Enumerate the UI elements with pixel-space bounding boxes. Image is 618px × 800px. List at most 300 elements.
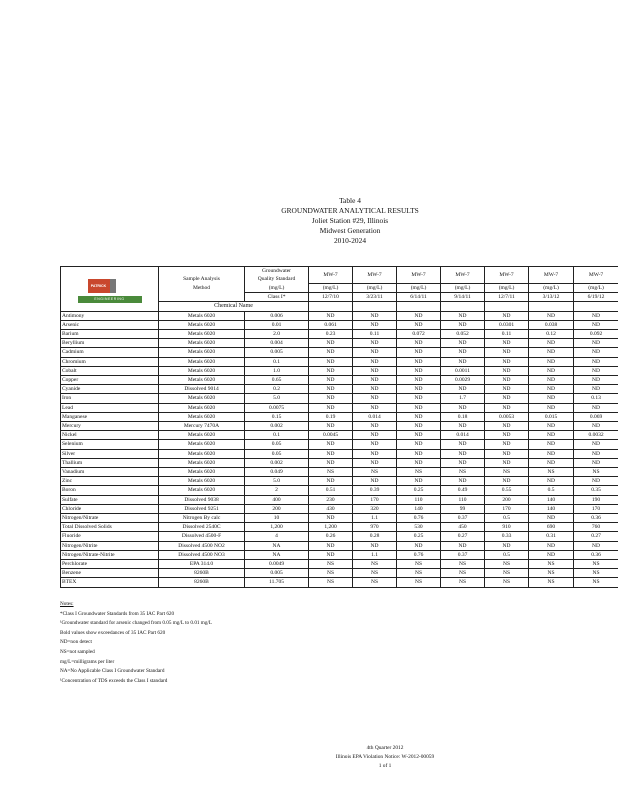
- result-value: ND: [485, 477, 529, 486]
- result-value: ND: [397, 412, 441, 421]
- standard-unit: (mg/L): [245, 283, 309, 292]
- table-row: [61, 495, 618, 504]
- result-value: ND: [574, 357, 618, 366]
- analysis-method: Metals 6020: [159, 458, 245, 467]
- result-value: ND: [485, 449, 529, 458]
- standard-value: 2.0: [245, 329, 309, 338]
- standard-header-2: Quality Standard: [245, 275, 309, 283]
- chemical-name: Copper: [61, 375, 159, 384]
- result-value: ND: [309, 550, 353, 559]
- result-value: ND: [309, 421, 353, 430]
- result-value: ND: [353, 431, 397, 440]
- standard-value: 4: [245, 532, 309, 541]
- chemical-name: BTEX: [61, 578, 159, 587]
- chemical-name: Beryllium: [61, 339, 159, 348]
- result-value: 0.36: [574, 513, 618, 522]
- chemical-name: Silver: [61, 449, 159, 458]
- table-row: [61, 532, 618, 541]
- result-value: ND: [309, 458, 353, 467]
- result-value: 0.5: [529, 486, 574, 495]
- table-row: [61, 357, 618, 366]
- result-value: ND: [529, 477, 574, 486]
- result-value: 0.37: [441, 513, 485, 522]
- result-value: 0.038: [529, 320, 574, 329]
- analysis-method: Metals 6020: [159, 311, 245, 320]
- chemical-name: Perchlorate: [61, 560, 159, 569]
- chemical-name: Manganese: [61, 412, 159, 421]
- note-line: NA=No Applicable Class I Groundwater Standard: [60, 668, 165, 675]
- result-value: NS: [309, 467, 353, 476]
- result-value: ND: [441, 449, 485, 458]
- well-date: 12/7/11: [485, 293, 529, 302]
- result-value: 140: [529, 504, 574, 513]
- result-value: 140: [397, 504, 441, 513]
- result-value: ND: [397, 394, 441, 403]
- result-value: ND: [529, 458, 574, 467]
- table-row: [61, 578, 618, 587]
- well-date: 6/19/12: [574, 293, 618, 302]
- result-value: 0.28: [353, 532, 397, 541]
- result-value: ND: [309, 348, 353, 357]
- result-value: ND: [441, 311, 485, 320]
- table-row: [61, 421, 618, 430]
- result-value: ND: [397, 385, 441, 394]
- analysis-method: Dissolved 4500-F: [159, 532, 245, 541]
- table-row: [61, 486, 618, 495]
- analysis-method: EPA 314.0: [159, 560, 245, 569]
- table-title-block: [250, 196, 450, 246]
- result-value: 0.26: [309, 532, 353, 541]
- result-value: 230: [309, 495, 353, 504]
- result-value: ND: [529, 513, 574, 522]
- result-value: NS: [441, 560, 485, 569]
- result-value: ND: [309, 366, 353, 375]
- result-value: 0.18: [441, 412, 485, 421]
- analysis-method: Metals 6020: [159, 366, 245, 375]
- result-value: ND: [529, 357, 574, 366]
- analysis-method: Metals 6020: [159, 320, 245, 329]
- standard-value: 0.2: [245, 385, 309, 394]
- result-value: ND: [441, 348, 485, 357]
- standard-value: 0.004: [245, 339, 309, 348]
- result-value: ND: [309, 394, 353, 403]
- result-value: NS: [529, 578, 574, 587]
- result-value: 0.23: [309, 329, 353, 338]
- table-row: [61, 375, 618, 384]
- result-value: ND: [485, 458, 529, 467]
- result-value: ND: [529, 421, 574, 430]
- result-value: ND: [485, 440, 529, 449]
- result-value: ND: [574, 440, 618, 449]
- table-row: [61, 329, 618, 338]
- analysis-method: Metals 6020: [159, 440, 245, 449]
- result-value: 190: [574, 495, 618, 504]
- result-value: ND: [574, 449, 618, 458]
- analysis-method: Metals 6020: [159, 339, 245, 348]
- analysis-method: 8260B: [159, 569, 245, 578]
- well-name: MW-7: [485, 267, 529, 284]
- result-value: 0.35: [574, 486, 618, 495]
- standard-value: 11.705: [245, 578, 309, 587]
- analysis-method: Mercury 7470A: [159, 421, 245, 430]
- analysis-method: Metals 6020: [159, 357, 245, 366]
- result-value: ND: [309, 440, 353, 449]
- date-range: 2010-2024: [333, 236, 367, 245]
- result-value: 0.014: [353, 412, 397, 421]
- result-value: ND: [574, 320, 618, 329]
- result-value: ND: [529, 541, 574, 550]
- chemical-name: Zinc: [61, 477, 159, 486]
- result-value: 170: [485, 504, 529, 513]
- result-value: 0.015: [529, 412, 574, 421]
- chemical-name: Nitrogen/Nitrate: [61, 513, 159, 522]
- result-value: NS: [441, 569, 485, 578]
- result-value: 0.25: [397, 532, 441, 541]
- well-unit: (mg/L): [397, 283, 441, 292]
- result-value: NS: [485, 560, 529, 569]
- result-value: ND: [441, 541, 485, 550]
- result-value: 170: [574, 504, 618, 513]
- table-row: [61, 440, 618, 449]
- result-value: 0.76: [397, 550, 441, 559]
- result-value: ND: [397, 458, 441, 467]
- result-value: 0.13: [574, 394, 618, 403]
- result-value: ND: [397, 375, 441, 384]
- result-value: NS: [353, 467, 397, 476]
- result-value: ND: [353, 320, 397, 329]
- analysis-method: Dissolved 9038: [159, 495, 245, 504]
- result-value: ND: [574, 421, 618, 430]
- analysis-method: Dissolved 2540C: [159, 523, 245, 532]
- result-value: 1.1: [353, 513, 397, 522]
- analysis-method: Dissolved 9014: [159, 385, 245, 394]
- result-value: 0.12: [529, 329, 574, 338]
- company-name: Midwest Generation: [319, 226, 381, 235]
- result-value: 0.072: [397, 329, 441, 338]
- result-value: ND: [397, 357, 441, 366]
- analysis-method: Metals 6020: [159, 329, 245, 338]
- result-value: ND: [353, 366, 397, 375]
- result-value: ND: [353, 421, 397, 430]
- footer-violation-notice: Illinois EPA Violation Notice: W-2012-00059: [335, 754, 435, 760]
- result-value: 320: [353, 504, 397, 513]
- result-value: ND: [529, 550, 574, 559]
- result-value: ND: [397, 348, 441, 357]
- result-value: ND: [485, 385, 529, 394]
- well-date: 9/14/11: [441, 293, 485, 302]
- result-value: ND: [485, 366, 529, 375]
- result-value: ND: [441, 440, 485, 449]
- result-value: 0.061: [309, 320, 353, 329]
- result-value: ND: [353, 357, 397, 366]
- table-row: [61, 431, 618, 440]
- result-value: 0.27: [574, 532, 618, 541]
- result-value: NS: [397, 569, 441, 578]
- chemical-name: Cyanide: [61, 385, 159, 394]
- standard-value: 0.1: [245, 431, 309, 440]
- note-line: mg/L=milligrams per liter: [60, 658, 115, 665]
- well-name: MW-7: [397, 267, 441, 284]
- well-date: 12/7/10: [309, 293, 353, 302]
- result-value: 0.0045: [309, 431, 353, 440]
- result-value: 530: [397, 523, 441, 532]
- chemical-name: Cobalt: [61, 366, 159, 375]
- table-row: [61, 569, 618, 578]
- method-header-1: Sample Analysis: [159, 275, 245, 283]
- result-value: NS: [574, 560, 618, 569]
- analysis-method: Metals 6020: [159, 403, 245, 412]
- method-header-2: Method: [159, 283, 245, 292]
- table-row: [61, 385, 618, 394]
- result-value: ND: [353, 348, 397, 357]
- header-row-1: [61, 267, 618, 276]
- table-row: [61, 412, 618, 421]
- well-date: 3/13/12: [529, 293, 574, 302]
- result-value: NS: [353, 560, 397, 569]
- result-value: ND: [485, 403, 529, 412]
- note-line: Bold values show exceedances of 35 IAC Part 620: [60, 629, 166, 636]
- result-value: ND: [529, 311, 574, 320]
- result-value: NS: [529, 560, 574, 569]
- result-value: 0.014: [441, 431, 485, 440]
- result-value: ND: [441, 320, 485, 329]
- well-unit: (mg/L): [485, 283, 529, 292]
- result-value: ND: [485, 394, 529, 403]
- table-row: [61, 366, 618, 375]
- footer-page-number: 1 of 1: [378, 763, 392, 769]
- result-value: 99: [441, 504, 485, 513]
- result-value: ND: [529, 366, 574, 375]
- result-value: 0.0301: [485, 320, 529, 329]
- result-value: ND: [397, 339, 441, 348]
- result-value: ND: [309, 513, 353, 522]
- result-value: ND: [529, 385, 574, 394]
- standard-value: 0.0075: [245, 403, 309, 412]
- result-value: ND: [353, 311, 397, 320]
- result-value: 1,200: [309, 523, 353, 532]
- result-value: ND: [441, 339, 485, 348]
- analysis-method: Metals 6020: [159, 486, 245, 495]
- logo-name: PATRICK: [88, 279, 110, 293]
- table-row: [61, 504, 618, 513]
- standard-value: 0.05: [245, 440, 309, 449]
- result-value: 0.25: [397, 486, 441, 495]
- result-value: 110: [441, 495, 485, 504]
- chemical-name: Nickel: [61, 431, 159, 440]
- analysis-method: Metals 6020: [159, 394, 245, 403]
- result-value: 910: [485, 523, 529, 532]
- table-row: [61, 541, 618, 550]
- result-value: ND: [485, 375, 529, 384]
- result-value: ND: [397, 366, 441, 375]
- result-value: ND: [485, 431, 529, 440]
- result-value: NS: [309, 578, 353, 587]
- result-value: ND: [353, 403, 397, 412]
- result-value: ND: [485, 348, 529, 357]
- chemical-name: Iron: [61, 394, 159, 403]
- result-value: ND: [397, 403, 441, 412]
- chemical-name: Barium: [61, 329, 159, 338]
- analysis-method: Dissolved 4500 NO3: [159, 550, 245, 559]
- result-value: 0.052: [441, 329, 485, 338]
- result-value: ND: [574, 385, 618, 394]
- result-value: ND: [529, 440, 574, 449]
- chemical-name: Fluoride: [61, 532, 159, 541]
- result-value: 0.37: [441, 550, 485, 559]
- result-value: ND: [529, 431, 574, 440]
- result-value: ND: [441, 477, 485, 486]
- well-date: 3/23/11: [353, 293, 397, 302]
- result-value: ND: [309, 477, 353, 486]
- table-row: [61, 513, 618, 522]
- result-value: ND: [309, 449, 353, 458]
- analysis-method: Metals 6020: [159, 449, 245, 458]
- result-value: ND: [309, 385, 353, 394]
- company-logo: [70, 277, 150, 307]
- note-line: ¹Groundwater standard for arsenic changed from 0.05 mg/L to 0.01 mg/L: [60, 620, 213, 627]
- standard-value: 0.006: [245, 311, 309, 320]
- result-value: ND: [397, 421, 441, 430]
- standard-value: 0.0049: [245, 560, 309, 569]
- chemical-name: Benzene: [61, 569, 159, 578]
- result-value: ND: [529, 348, 574, 357]
- result-value: ND: [441, 403, 485, 412]
- result-value: NS: [485, 569, 529, 578]
- well-name: MW-7: [529, 267, 574, 284]
- table-title: GROUNDWATER ANALYTICAL RESULTS: [281, 206, 419, 215]
- result-value: 200: [485, 495, 529, 504]
- standard-value: 0.65: [245, 375, 309, 384]
- note-line: *Class I Groundwater Standards from 35 IAC Part 620: [60, 610, 175, 617]
- result-value: ND: [353, 385, 397, 394]
- well-name: MW-7: [353, 267, 397, 284]
- result-value: 0.0032: [574, 431, 618, 440]
- analysis-method: Dissolved 9251: [159, 504, 245, 513]
- result-value: ND: [353, 394, 397, 403]
- well-name: MW-7: [441, 267, 485, 284]
- result-value: ND: [441, 458, 485, 467]
- result-value: 970: [353, 523, 397, 532]
- standard-value: NA: [245, 550, 309, 559]
- result-value: NS: [485, 578, 529, 587]
- result-value: NS: [309, 560, 353, 569]
- chemical-name: Total Dissolved Solids: [61, 523, 159, 532]
- chemical-name: Nitrogen/Nitrite: [61, 541, 159, 550]
- result-value: ND: [397, 431, 441, 440]
- groundwater-results-table: [60, 266, 618, 588]
- result-value: ND: [485, 357, 529, 366]
- standard-value: 10: [245, 513, 309, 522]
- result-value: ND: [309, 311, 353, 320]
- chemical-name: Boron: [61, 486, 159, 495]
- result-value: ND: [529, 339, 574, 348]
- note-line: ND=non detect: [60, 639, 92, 646]
- analysis-method: Dissolved 4500 NO2: [159, 541, 245, 550]
- table-row: [61, 320, 618, 329]
- analysis-method: Nitrogen By calc: [159, 513, 245, 522]
- chemical-name: Arsenic: [61, 320, 159, 329]
- page-footer: [330, 744, 440, 771]
- standard-class: Class I*: [245, 293, 309, 302]
- result-value: ND: [353, 449, 397, 458]
- chemical-name: Selenium: [61, 440, 159, 449]
- result-value: ND: [574, 458, 618, 467]
- well-date: 6/14/11: [397, 293, 441, 302]
- result-value: 0.5: [485, 550, 529, 559]
- result-value: NS: [485, 467, 529, 476]
- logo-cell: [61, 267, 159, 312]
- standard-value: 1,200: [245, 523, 309, 532]
- result-value: ND: [397, 320, 441, 329]
- well-unit: (mg/L): [309, 283, 353, 292]
- table-row: [61, 348, 618, 357]
- chemical-name-header: Chemical Name: [159, 302, 309, 311]
- result-value: ND: [397, 477, 441, 486]
- chemical-name: Vanadium: [61, 467, 159, 476]
- result-value: ND: [485, 541, 529, 550]
- footer-quarter: 4th Quarter 2012: [366, 745, 404, 751]
- standard-value: 1.0: [245, 366, 309, 375]
- notes-title: Notes:: [60, 601, 74, 607]
- result-value: ND: [574, 375, 618, 384]
- standard-value: 0.049: [245, 467, 309, 476]
- well-name: MW-7: [574, 267, 618, 284]
- standard-value: 5.0: [245, 477, 309, 486]
- standard-value: 0.005: [245, 569, 309, 578]
- result-value: 0.11: [485, 329, 529, 338]
- result-value: ND: [309, 541, 353, 550]
- result-value: NS: [397, 467, 441, 476]
- result-value: NS: [397, 578, 441, 587]
- result-value: ND: [397, 541, 441, 550]
- result-value: 450: [441, 523, 485, 532]
- standard-value: 0.1: [245, 357, 309, 366]
- result-value: NS: [441, 578, 485, 587]
- logo-sub: ENGINEERING: [78, 296, 142, 303]
- table-row: [61, 550, 618, 559]
- table-number: Table 4: [339, 196, 361, 205]
- result-value: ND: [574, 366, 618, 375]
- result-value: ND: [529, 403, 574, 412]
- chemical-name: Mercury: [61, 421, 159, 430]
- result-value: 0.31: [529, 532, 574, 541]
- result-value: 140: [529, 495, 574, 504]
- result-value: ND: [353, 541, 397, 550]
- analysis-method: Metals 6020: [159, 348, 245, 357]
- standard-value: 5.0: [245, 394, 309, 403]
- result-value: 0.0011: [441, 366, 485, 375]
- result-value: ND: [529, 375, 574, 384]
- result-value: ND: [574, 339, 618, 348]
- result-value: NS: [574, 578, 618, 587]
- result-value: ND: [441, 357, 485, 366]
- result-value: ND: [574, 348, 618, 357]
- standard-value: 2: [245, 486, 309, 495]
- result-value: 0.19: [309, 412, 353, 421]
- result-value: ND: [529, 394, 574, 403]
- chemical-name: Lead: [61, 403, 159, 412]
- result-value: 0.39: [353, 486, 397, 495]
- table-row: [61, 523, 618, 532]
- chemical-name: Antimony: [61, 311, 159, 320]
- result-value: NS: [529, 569, 574, 578]
- standard-value: NA: [245, 541, 309, 550]
- result-value: 1.1: [353, 550, 397, 559]
- result-value: ND: [441, 421, 485, 430]
- result-value: 110: [397, 495, 441, 504]
- result-value: ND: [309, 375, 353, 384]
- result-value: ND: [309, 339, 353, 348]
